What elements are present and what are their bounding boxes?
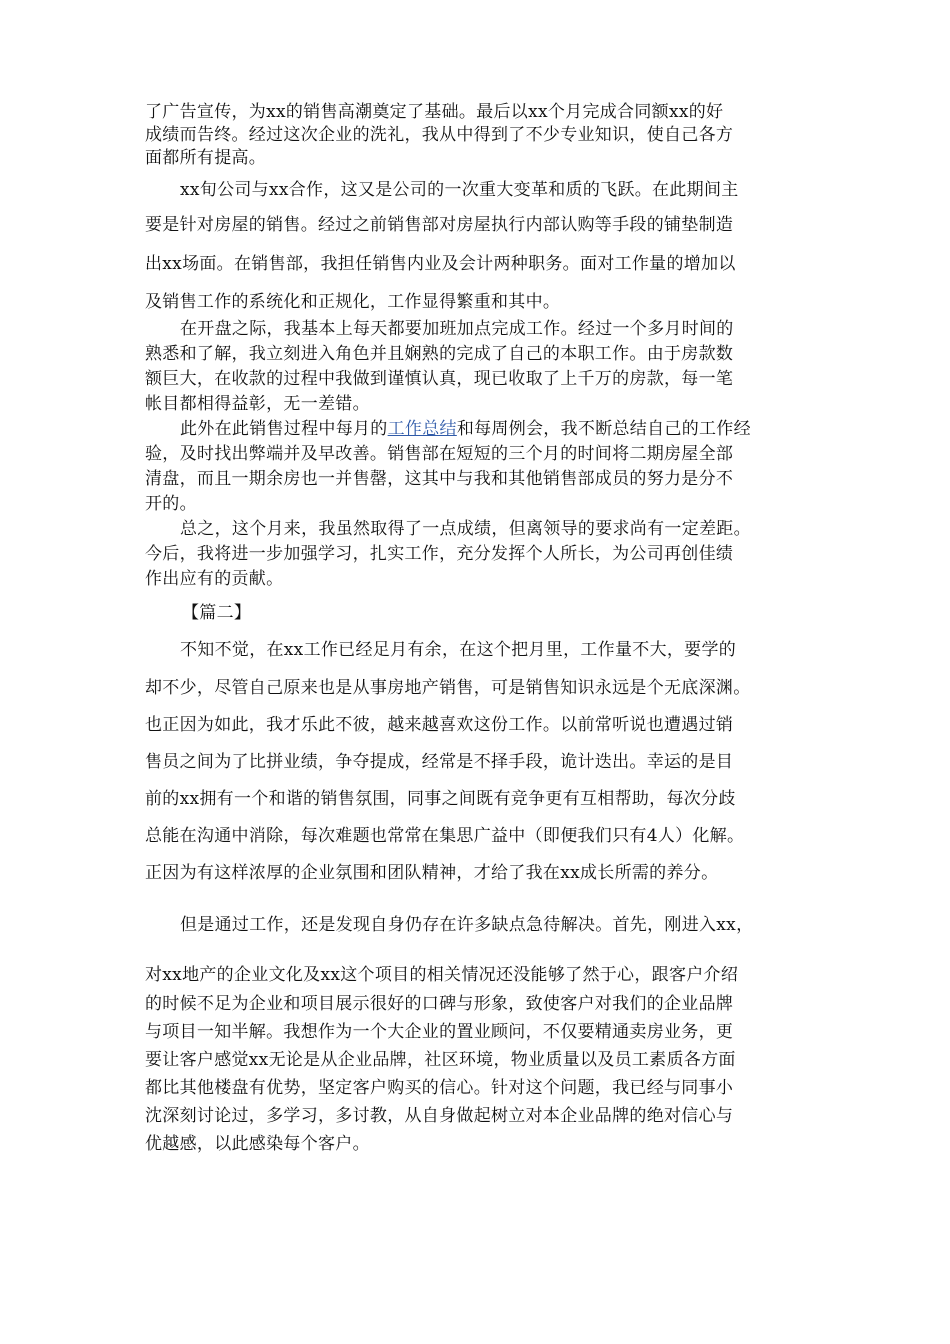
- paragraph-line: 在开盘之际，我基本上每天都要加班加点完成工作。经过一个多月时间的: [180, 319, 734, 339]
- paragraph-line: 与项目一知半解。我想作为一个大企业的置业顾问，不仅要精通卖房业务，更: [145, 1022, 734, 1042]
- paragraph-line: 验，及时找出弊端并及早改善。销售部在短短的三个月的时间将二期房屋全部: [145, 444, 734, 464]
- paragraph-line: 不知不觉，在xx工作已经足月有余，在这个把月里，工作量不大，要学的: [180, 640, 737, 660]
- paragraph-line: 要是针对房屋的销售。经过之前销售部对房屋执行内部认购等手段的铺垫制造: [145, 215, 734, 235]
- paragraph-line: 都比其他楼盘有优势，坚定客户购买的信心。针对这个问题，我已经与同事小: [145, 1078, 734, 1098]
- paragraph-line: 对xx地产的企业文化及xx这个项目的相关情况还没能够了然于心，跟客户介绍: [145, 965, 739, 985]
- paragraph-line: 沈深刻讨论过，多学习，多讨教，从自身做起树立对本企业品牌的绝对信心与: [145, 1106, 734, 1126]
- paragraph-line: 帐目都相得益彰，无一差错。: [145, 394, 370, 414]
- work-summary-link[interactable]: 工作总结: [387, 419, 457, 439]
- paragraph-line: 面都所有提高。: [145, 148, 267, 168]
- paragraph-line: 却不少，尽管自己原来也是从事房地产销售，可是销售知识永远是个无底深渊。: [145, 678, 751, 698]
- paragraph-line: 了广告宣传，为xx的销售高潮奠定了基础。最后以xx个月完成合同额xx的好: [145, 102, 724, 122]
- paragraph-line: 今后，我将进一步加强学习，扎实工作，充分发挥个人所长，为公司再创佳绩: [145, 544, 734, 564]
- paragraph-line: 总能在沟通中消除，每次难题也常常在集思广益中（即便我们只有4人）化解。: [145, 826, 745, 846]
- paragraph-line: 清盘，而且一期余房也一并售罄，这其中与我和其他销售部成员的努力是分不: [145, 469, 734, 489]
- paragraph-line: 要让客户感觉xx无论是从企业品牌，社区环境，物业质量以及员工素质各方面: [145, 1050, 736, 1070]
- paragraph-line: 出xx场面。在销售部，我担任销售内业及会计两种职务。面对工作量的增加以: [145, 254, 736, 274]
- summary-text-after: 和每周例会，我不断总结自己的工作经: [456, 419, 751, 439]
- paragraph-line: 也正因为如此，我才乐此不彼，越来越喜欢这份工作。以前常听说也遭遇过销: [145, 715, 734, 735]
- paragraph-line: 额巨大，在收款的过程中我做到谨慎认真，现已收取了上千万的房款，每一笔: [145, 369, 734, 389]
- paragraph-line: 及销售工作的系统化和正规化，工作显得繁重和其中。: [145, 292, 561, 312]
- summary-text-before: 此外在此销售过程中每月的: [180, 419, 388, 439]
- section-heading: 【篇二】: [182, 603, 252, 623]
- paragraph-line: 但是通过工作，还是发现自身仍存在许多缺点急待解决。首先，刚进入xx，: [180, 915, 754, 935]
- paragraph-line: 售员之间为了比拼业绩，争夺提成，经常是不择手段，诡计迭出。幸运的是目: [145, 752, 734, 772]
- paragraph-line: 成绩而告终。经过这次企业的洗礼，我从中得到了不少专业知识，使自己各方: [145, 125, 734, 145]
- paragraph-line: 前的xx拥有一个和谐的销售氛围，同事之间既有竞争更有互相帮助，每次分歧: [145, 789, 736, 809]
- paragraph-line: 作出应有的贡献。: [145, 569, 284, 589]
- paragraph-line: 开的。: [145, 494, 197, 514]
- paragraph-line: 优越感，以此感染每个客户。: [145, 1134, 370, 1154]
- paragraph-line: xx旬公司与xx合作，这又是公司的一次重大变革和质的飞跃。在此期间主: [180, 180, 739, 200]
- paragraph-line: 熟悉和了解，我立刻进入角色并且娴熟的完成了自己的本职工作。由于房款数: [145, 344, 734, 364]
- paragraph-line: 的时候不足为企业和项目展示很好的口碑与形象，致使客户对我们的企业品牌: [145, 994, 734, 1014]
- paragraph-line: 正因为有这样浓厚的企业氛围和团队精神，才给了我在xx成长所需的养分。: [145, 863, 719, 883]
- paragraph-line: 总之，这个月来，我虽然取得了一点成绩，但离领导的要求尚有一定差距。: [180, 519, 751, 539]
- paragraph-line: [180, 418, 860, 440]
